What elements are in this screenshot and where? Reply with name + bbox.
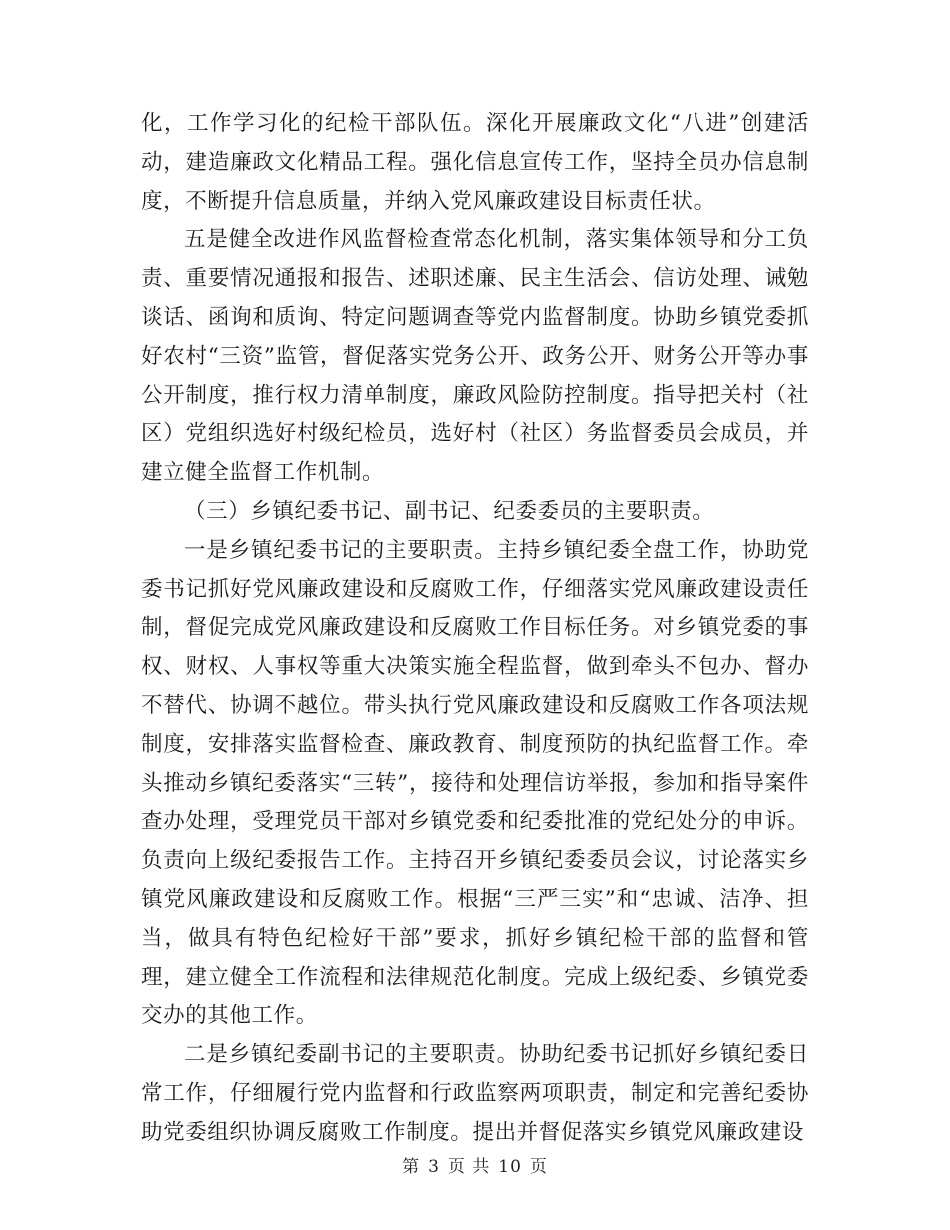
footer-total-pages: 10 — [498, 1157, 522, 1177]
paragraph-five: 五是健全改进作风监督检查常态化机制，落实集体领导和分工负责、重要情况通报和报告、述职述廉、民主生活会、信访处理、诫勉谈话、函询和质询、特定问题调查等党内监督制度。协助乡镇党委抓好农村“三资”监管，督促落实党务公开、政务公开、财务公开等办事公开制度，推行权力清单制度，廉政风险防控制度。指导把关村（社区）党组织选好村级纪检员，选好村（社区）务监督委员会成员，并建立健全监督工作机制。 — [141, 227, 809, 486]
paragraph-continuation: 化，工作学习化的纪检干部队伍。深化开展廉政文化“八进”创建活动，建造廉政文化精品工程。强化信息宣传工作，坚持全员办信息制度，不断提升信息质量，并纳入党风廉政建设目标责任状。 — [141, 111, 809, 214]
page-footer — [0, 1152, 950, 1177]
section-heading: （三）乡镇纪委书记、副书记、纪委委员的主要职责。 — [184, 498, 715, 524]
footer-current-page: 3 — [428, 1157, 440, 1177]
footer-prefix: 第 — [402, 1157, 421, 1177]
body-text — [141, 105, 809, 1153]
paragraph-secretary-duties: 一是乡镇纪委书记的主要职责。主持乡镇纪委全盘工作，协助党委书记抓好党风廉政建设和反腐败工作，仔细落实党风廉政建设责任制，督促完成党风廉政建设和反腐败工作目标任务。对乡镇党委的事权、财权、人事权等重大决策实施全程监督，做到牵头不包办、督办不替代、协调不越位。带头执行党风廉政建设和反腐败工作各项法规制度，安排落实监督检查、廉政教育、制度预防的执纪监督工作。牵头推动乡镇纪委落实“三转”，接待和处理信访举报，参加和指导案件查办处理，受理党员干部对乡镇党委和纪委批准的党纪处分的申诉。负责向上级纪委报告工作。主持召开乡镇纪委委员会议，讨论落实乡镇党风廉政建设和反腐败工作。根据“三严三实”和“忠诚、洁净、担当，做具有特色纪检好干部”要求，抓好乡镇纪检干部的监督和管理，建立健全工作流程和法律规范化制度。完成上级纪委、乡镇党委交办的其他工作。 — [141, 537, 809, 1029]
footer-suffix: 页 — [529, 1157, 548, 1177]
paragraph-deputy-secretary-duties: 二是乡镇纪委副书记的主要职责。协助纪委书记抓好乡镇纪委日常工作，仔细履行党内监督和行政监察两项职责，制定和完善纪委协助党委组织协调反腐败工作制度。提出并督促落实乡镇党风廉政建设 — [141, 1042, 809, 1145]
footer-middle: 页 共 — [447, 1157, 491, 1177]
